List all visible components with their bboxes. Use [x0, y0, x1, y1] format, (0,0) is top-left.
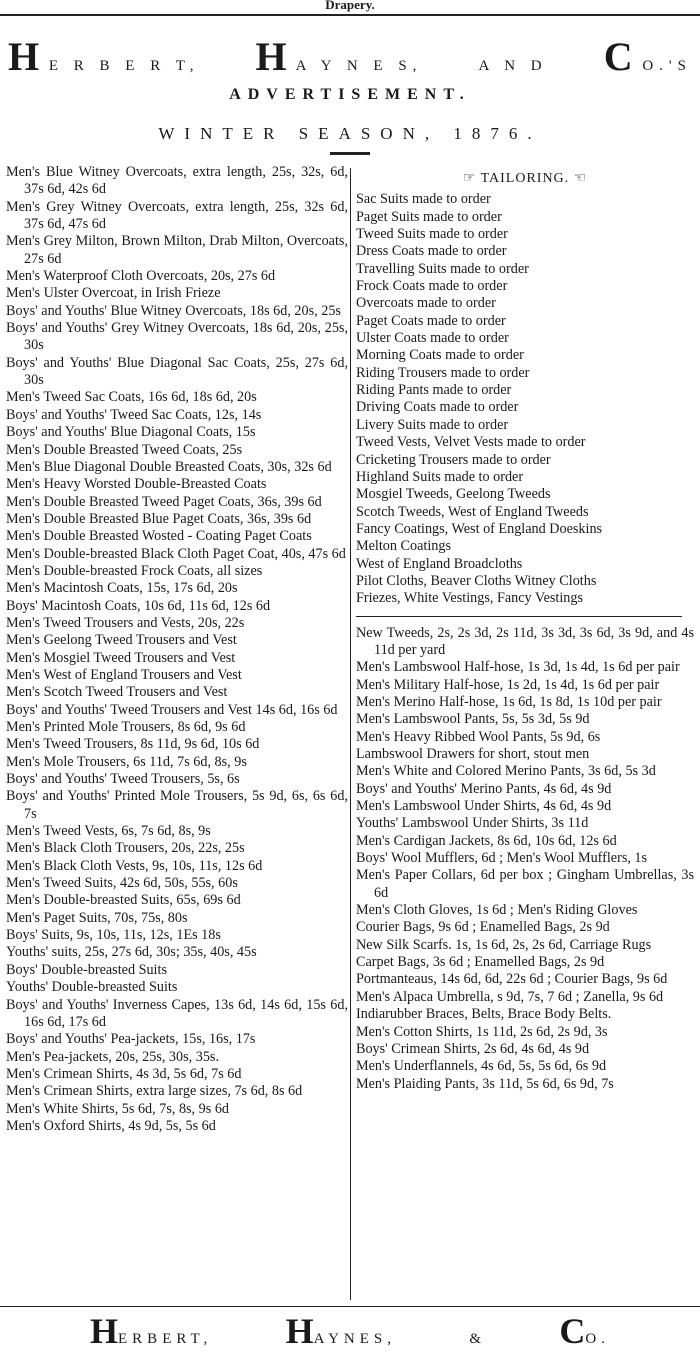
list-item: Fancy Coatings, West of England Doeskins: [356, 520, 603, 537]
list-item: Tweed Vests, Velvet Vests made to order: [356, 434, 586, 451]
list-item: Men's Double Breasted Tweed Paget Coats, 36s, 39s 6d: [6, 493, 322, 510]
list-item: Men's Heavy Ribbed Wool Pants, 5s 9d, 6s: [356, 728, 601, 745]
list-item: Portmanteaus, 14s 6d, 6d, 22s 6d ; Courier Bags, 9s 6d: [356, 971, 668, 988]
left-price-list: [6, 164, 348, 1135]
list-item: Men's Cardigan Jackets, 8s 6d, 10s 6d, 12s 6d: [356, 832, 617, 849]
list-item: Men's Double Breasted Tweed Coats, 25s: [6, 441, 243, 458]
pointing-hand-icon: ☞: [462, 171, 477, 186]
list-item: Men's Tweed Trousers, 8s 11d, 9s 6d, 10s 6d: [6, 736, 260, 753]
list-item: Men's Alpaca Umbrella, s 9d, 7s, 7 6d ; Zanella, 9s 6d: [356, 988, 664, 1005]
pointing-hand-icon: ☜: [573, 171, 588, 186]
list-item: Men's Waterproof Cloth Overcoats, 20s, 27s 6d: [6, 268, 276, 285]
list-item: Boys' and Youths' Blue Witney Overcoats, 18s 6d, 20s, 25s: [6, 302, 341, 319]
list-item: Men's Black Cloth Trousers, 20s, 22s, 25s: [6, 840, 245, 857]
list-item: Boys' Crimean Shirts, 2s 6d, 4s 6d, 4s 9d: [356, 1040, 590, 1057]
category-title: Drapery.: [325, 0, 375, 12]
category-header: [0, 0, 700, 16]
season-title: WINTER SEASON, 1876.: [158, 124, 542, 143]
list-item: Driving Coats made to order: [356, 399, 519, 416]
list-item: Boys' and Youths' Inverness Capes, 13s 6d, 14s 6d, 15s 6d, 16s 6d, 17s 6d: [6, 996, 348, 1030]
list-item: Men's Tweed Suits, 42s 6d, 50s, 55s, 60s: [6, 875, 238, 892]
list-item: Travelling Suits made to order: [356, 260, 529, 277]
masthead-co: C O.'S: [603, 34, 692, 79]
section-rule: [356, 616, 682, 617]
list-item: Highland Suits made to order: [356, 468, 524, 485]
list-item: Boys' and Youths' Merino Pants, 4s 6d, 4s 9d: [356, 780, 612, 797]
list-item: Men's Tweed Sac Coats, 16s 6d, 18s 6d, 20s: [6, 389, 257, 406]
list-item: Courier Bags, 9s 6d ; Enamelled Bags, 2s 9d: [356, 919, 610, 936]
list-item: Men's Scotch Tweed Trousers and Vest: [6, 684, 228, 701]
list-item: Men's Cotton Shirts, 1s 11d, 2s 6d, 2s 9d, 3s: [356, 1023, 608, 1040]
list-item: Pilot Cloths, Beaver Cloths Witney Cloths: [356, 572, 597, 589]
list-item: Boys' and Youths' Tweed Sac Coats, 12s, 14s: [6, 406, 262, 423]
title-rule: [330, 152, 370, 155]
tailoring-heading: ☞ TAILORING. ☜: [462, 171, 588, 186]
list-item: Men's White and Colored Merino Pants, 3s 6d, 5s 3d: [356, 763, 656, 780]
list-item: Boys' Double-breasted Suits: [6, 961, 167, 978]
footer-rule: [0, 1306, 700, 1307]
list-item: Men's Pea-jackets, 20s, 25s, 30s, 35s.: [6, 1048, 219, 1065]
masthead: [8, 34, 692, 79]
list-item: Men's Black Cloth Vests, 9s, 10s, 11s, 12s 6d: [6, 857, 263, 874]
list-item: Paget Coats made to order: [356, 312, 506, 329]
list-item: Boys' and Youths' Blue Diagonal Sac Coats, 25s, 27s 6d, 30s: [6, 354, 348, 389]
list-item: Indiarubber Braces, Belts, Brace Body Belts.: [356, 1006, 612, 1023]
footer-amp: &: [469, 1331, 487, 1347]
list-item: Men's Oxford Shirts, 4s 9d, 5s, 5s 6d: [6, 1117, 216, 1134]
list-item: Riding Trousers made to order: [356, 364, 530, 381]
list-item: Men's Merino Half-hose, 1s 6d, 1s 8d, 1s 10d per pair: [356, 693, 662, 710]
list-item: Men's Underflannels, 4s 6d, 5s, 5s 6d, 6s 9d: [356, 1058, 607, 1075]
list-item: Mosgiel Tweeds, Geelong Tweeds: [356, 486, 551, 503]
list-item: Boys' Wool Mufflers, 6d ; Men's Wool Mufflers, 1s: [356, 850, 648, 867]
list-item: Carpet Bags, 3s 6d ; Enamelled Bags, 2s 9d: [356, 954, 605, 971]
advertisement-title: ADVERTISEMENT.: [229, 86, 471, 103]
list-item: Boys' Macintosh Coats, 10s 6d, 11s 6d, 12s 6d: [6, 597, 271, 614]
list-item: Men's Paget Suits, 70s, 75s, 80s: [6, 909, 188, 926]
list-item: Boys' and Youths' Tweed Trousers, 5s, 6s: [6, 771, 240, 788]
list-item: Men's Ulster Overcoat, in Irish Frieze: [6, 285, 221, 302]
column-divider: [350, 168, 351, 1300]
list-item: Men's Blue Diagonal Double Breasted Coats, 30s, 32s 6d: [6, 458, 332, 475]
list-item: Dress Coats made to order: [356, 243, 507, 260]
list-item: Men's White Shirts, 5s 6d, 7s, 8s, 9s 6d: [6, 1100, 230, 1117]
list-item: Men's Grey Milton, Brown Milton, Drab Milton, Overcoats, 27s 6d: [6, 233, 348, 267]
list-item: Boys' and Youths' Grey Witney Overcoats, 18s 6d, 20s, 25s, 30s: [6, 320, 348, 354]
masthead-and: A N D: [478, 58, 548, 74]
list-item: Men's West of England Trousers and Vest: [6, 666, 242, 683]
list-item: Men's Heavy Worsted Double-Breasted Coats: [6, 476, 267, 493]
list-item: Men's Double Breasted Blue Paget Coats, 36s, 39s 6d: [6, 510, 312, 527]
list-item: Men's Lambswool Under Shirts, 4s 6d, 4s 9d: [356, 798, 612, 815]
list-item: Paget Suits made to order: [356, 208, 502, 225]
list-item: Men's Mosgiel Tweed Trousers and Vest: [6, 649, 236, 666]
list-item: Men's Cloth Gloves, 1s 6d ; Men's Riding Gloves: [356, 902, 638, 919]
list-item: Men's Lambswool Half-hose, 1s 3d, 1s 4d, 1s 6d per pair: [356, 659, 680, 676]
list-item: Men's Tweed Trousers and Vests, 20s, 22s: [6, 614, 245, 631]
list-item: Friezes, White Vestings, Fancy Vestings: [356, 590, 583, 607]
list-item: Frock Coats made to order: [356, 278, 508, 295]
list-item: Ulster Coats made to order: [356, 330, 509, 347]
footer-herbert: HERBERT,: [90, 1311, 213, 1351]
list-item: Boys' and Youths' Tweed Trousers and Vest 14s 6d, 16s 6d: [6, 701, 338, 718]
list-item: Men's Military Half-hose, 1s 2d, 1s 4d, 1s 6d per pair: [356, 676, 660, 693]
list-item: Men's Blue Witney Overcoats, extra length, 25s, 32s, 6d, 37s 6d, 42s 6d: [6, 164, 348, 198]
list-item: Men's Plaiding Pants, 3s 11d, 5s 6d, 6s 9d, 7s: [356, 1075, 614, 1092]
list-item: Youths' Lambswool Under Shirts, 3s 11d: [356, 815, 589, 832]
list-item: Men's Tweed Vests, 6s, 7s 6d, 8s, 9s: [6, 823, 211, 840]
list-item: Men's Double-breasted Black Cloth Paget Coat, 40s, 47s 6d: [6, 545, 346, 562]
goods-list: [356, 625, 694, 1093]
footer-haynes: HAYNES,: [285, 1311, 397, 1351]
list-item: Men's Paper Collars, 6d per box ; Gingham Umbrellas, 3s 6d: [356, 867, 694, 901]
list-item: Men's Mole Trousers, 6s 11d, 7s 6d, 8s, 9s: [6, 753, 247, 770]
list-item: Boys' and Youths' Pea-jackets, 15s, 16s, 17s: [6, 1031, 256, 1048]
masthead-haynes: H A Y N E S,: [255, 34, 423, 79]
list-item: Boys' and Youths' Printed Mole Trousers, 5s 9d, 6s, 6s 6d, 7s: [6, 788, 348, 822]
list-item: Sac Suits made to order: [356, 191, 491, 208]
list-item: Lambswool Drawers for short, stout men: [356, 746, 590, 762]
list-item: New Tweeds, 2s, 2s 3d, 2s 11d, 3s 3d, 3s 6d, 3s 9d, and 4s 11d per yard: [356, 624, 694, 658]
list-item: Youths' suits, 25s, 27s 6d, 30s; 35s, 40s, 45s: [6, 944, 257, 961]
list-item: Men's Lambswool Pants, 5s, 5s 3d, 5s 9d: [356, 711, 590, 728]
masthead-herbert: H E R B E R T,: [8, 34, 200, 79]
list-item: Men's Double-breasted Suits, 65s, 69s 6d: [6, 892, 241, 909]
footer-co: CO.: [559, 1311, 610, 1351]
list-item: Riding Pants made to order: [356, 382, 512, 399]
list-item: Men's Crimean Shirts, extra large sizes, 7s 6d, 8s 6d: [6, 1083, 303, 1100]
list-item: Men's Double-breasted Frock Coats, all sizes: [6, 562, 263, 579]
list-item: Melton Coatings: [356, 538, 451, 555]
list-item: Men's Macintosh Coats, 15s, 17s 6d, 20s: [6, 580, 238, 597]
list-item: Scotch Tweeds, West of England Tweeds: [356, 503, 589, 520]
list-item: Men's Geelong Tweed Trousers and Vest: [6, 632, 237, 649]
list-item: Men's Double Breasted Wosted - Coating Paget Coats: [6, 528, 312, 545]
list-item: Tweed Suits made to order: [356, 226, 508, 243]
list-item: Morning Coats made to order: [356, 347, 524, 364]
footer-masthead: [90, 1311, 610, 1351]
list-item: New Silk Scarfs. 1s, 1s 6d, 2s, 2s 6d, Carriage Rugs: [356, 936, 652, 953]
list-item: Overcoats made to order: [356, 295, 496, 312]
list-item: Men's Printed Mole Trousers, 8s 6d, 9s 6d: [6, 719, 246, 735]
list-item: Youths' Double-breasted Suits: [6, 979, 178, 996]
list-item: Men's Grey Witney Overcoats, extra length, 25s, 32s 6d, 37s 6d, 47s 6d: [6, 198, 348, 233]
list-item: Boys' and Youths' Blue Diagonal Coats, 15s: [6, 424, 256, 441]
list-item: Men's Crimean Shirts, 4s 3d, 5s 6d, 7s 6d: [6, 1065, 242, 1082]
list-item: West of England Broadcloths: [356, 555, 523, 572]
list-item: Boys' Suits, 9s, 10s, 11s, 12s, 1Es 18s: [6, 927, 221, 944]
right-price-list: [356, 164, 694, 1093]
list-item: Livery Suits made to order: [356, 416, 509, 433]
tailoring-list: [356, 191, 694, 607]
list-item: Cricketing Trousers made to order: [356, 451, 551, 468]
